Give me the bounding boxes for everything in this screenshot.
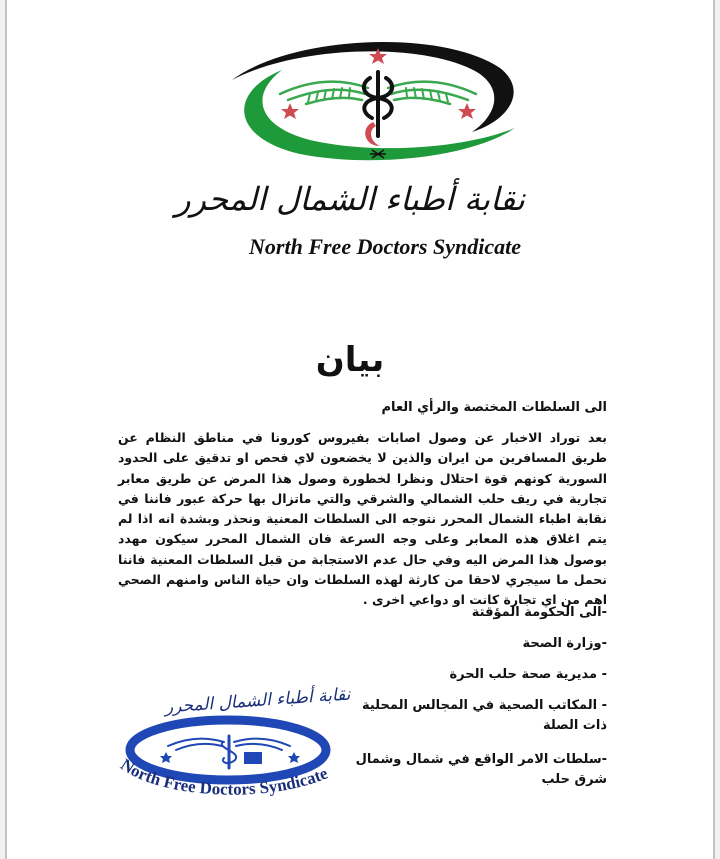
recipient-item: - مديرية صحة حلب الحرة (449, 667, 607, 682)
recipient-item: -سلطات الامر الواقع في شمال وشمال شرق حلب (355, 752, 607, 787)
syndicate-stamp-icon (108, 680, 353, 810)
page-border-right (713, 0, 715, 859)
star-right (458, 103, 476, 119)
document-title: بيان (315, 340, 385, 380)
star-left (281, 103, 299, 119)
statement-body: بعد توراد الاخبار عن وصول اصابات بفيروس كورونا في مناطق النظام عن طريق المسافرين من ايران والذين لا يخضعون لاي فحص او تدقيق على الحدود السورية كونهم قوة احتلال ونظرا لخطورة وصول هذا المرض عن طريق معابر تجارية في ريف حلب الشمالي والشرقي والتي ماتزال بها حركة عبور فاننا في نقابة اطباء الشمال المحرر نتوجه الى السلطات المعنية ونحذر وبشدة انه اذا لم يتم اغلاق هذه المعابر وعلى وجه السرعة فان الشمال المحرر سيكون مهدد بوصول هذا المرض اليه وفي حال عدم الاستجابة من قبل السلطات المعنية فاننا نحمل ما سيجري لاحقا من كارثة لهذه السلطات وان حياة الناس وامنهم الصحي اهم من اي تجارة كانت او دواعي اخرى . (118, 430, 607, 608)
recipient-item: -وزارة الصحة (522, 636, 607, 651)
page-edge-right (715, 0, 720, 859)
caduceus-crescent-logo-icon (210, 28, 520, 168)
recipient-item: -الى الحكومة المؤقتة (471, 605, 607, 620)
org-name-arabic: نقابة أطباء الشمال المحرر (175, 180, 525, 218)
stamp-english-text: North Free Doctors Syndicate (117, 754, 331, 799)
stamp-arabic-text: نقابة أطباء الشمال المحرر (164, 684, 352, 718)
recipient-item: - المكاتب الصحية في المجالس المحلية ذات الصلة (361, 698, 607, 733)
org-name-english: North Free Doctors Syndicate (249, 234, 521, 259)
addressee-line: الى السلطات المختصة والرأي العام (381, 400, 607, 415)
page-border-left (5, 0, 7, 859)
